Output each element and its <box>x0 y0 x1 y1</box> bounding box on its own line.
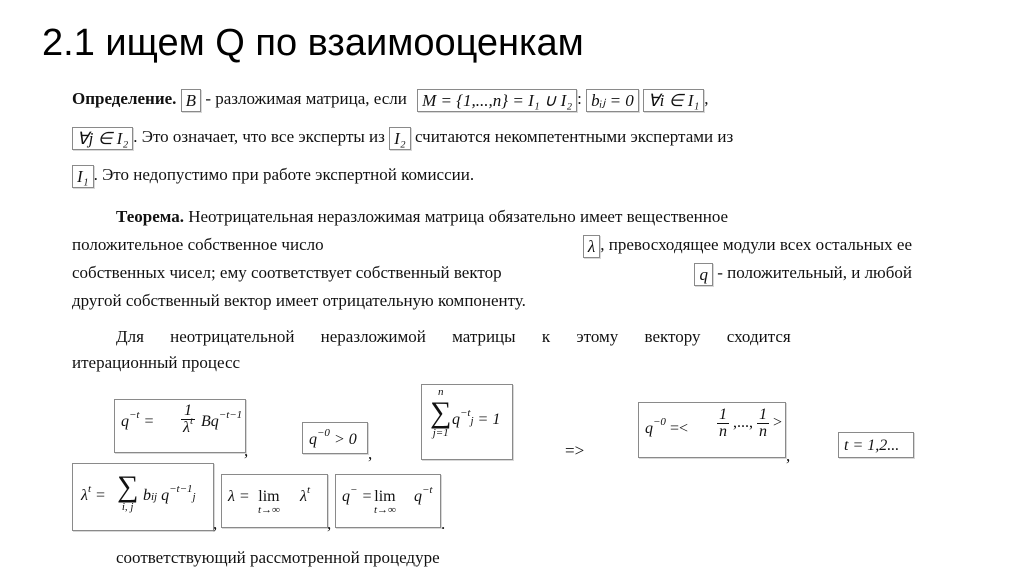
theorem-text-4: другой собственный вектор имеет отрицательную компоненту. <box>72 291 526 310</box>
f6-q-sup: −t−1 <box>169 483 193 495</box>
comma-1: , <box>244 441 249 460</box>
t-range-formula <box>838 432 914 458</box>
f6-sum-sub: i, j <box>121 501 134 513</box>
f3-sup: −t <box>460 407 471 419</box>
definition-line-3 <box>72 164 474 188</box>
comma-2: , <box>368 444 373 463</box>
f4-q: q <box>645 420 653 437</box>
f7-lhs: λ = <box>228 488 250 505</box>
theorem-text-3b: - положительный, и любой <box>717 263 912 282</box>
f3-top: n <box>437 386 444 398</box>
f8-lhs-sup: − <box>350 484 358 496</box>
f6-eq: = <box>95 487 106 504</box>
f4-sup: −0 <box>653 416 666 428</box>
normalization-formula <box>421 384 513 460</box>
implies-arrow: => <box>565 441 585 460</box>
definition-text-1: - разложимая матрица, если <box>205 89 407 108</box>
set-i2-formula: I₂ <box>389 127 411 150</box>
f3-bottom: j=1 <box>432 427 449 439</box>
f1-lhs: q <box>121 413 129 430</box>
f8-lim: lim <box>374 488 396 505</box>
period: . <box>441 514 446 533</box>
f4-num-2: 1 <box>759 406 767 423</box>
theorem-label: Теорема. <box>116 207 184 226</box>
f6-b-sub: ij <box>151 491 158 503</box>
f1-lhs-sup: −t <box>129 409 140 421</box>
f7-rhs-sup: t <box>306 484 310 496</box>
f4-fraction-2 <box>757 407 769 440</box>
iteration-text-2: итерационный процесс <box>72 353 241 372</box>
f6-lambda-sup: t <box>87 483 91 495</box>
f4-den-1: n <box>719 423 727 440</box>
lambda-limit-formula <box>221 474 328 528</box>
definition-line-1 <box>72 88 709 112</box>
f4-mid: ,..., <box>733 414 753 432</box>
theorem-text-2a: положительное собственное число <box>72 235 324 254</box>
f8-under: t→∞ <box>374 504 396 516</box>
lambda-formula: λ <box>583 235 600 258</box>
b-zero-formula: bᵢⱼ = 0 <box>586 89 639 112</box>
f4-fraction-1 <box>717 407 729 440</box>
f7-rhs: λ <box>300 488 307 505</box>
f2-q: q <box>309 431 317 448</box>
theorem-line-3 <box>72 262 912 286</box>
definition-label: Определение. <box>72 89 177 108</box>
initial-q-formula <box>638 402 786 458</box>
f6-q: q <box>161 487 170 504</box>
set-condition-formula: M = {1,...,n} = I₁ ∪ I₂ <box>417 89 577 112</box>
slide-title: 2.1 ищем Q по взаимооценкам <box>42 22 584 64</box>
f7-under: t→∞ <box>258 504 280 516</box>
iteration-line-2 <box>72 352 240 374</box>
f8-rhs: q <box>414 488 422 505</box>
f7-lim: lim <box>258 488 280 505</box>
definition-line-2 <box>72 126 733 150</box>
forall-j-formula: ∀j ∈ I₂ <box>72 127 133 150</box>
definition-text-2: . Это означает, что все эксперты из <box>133 127 385 146</box>
f2-rest: > 0 <box>333 431 357 448</box>
theorem-line-4 <box>72 290 526 312</box>
f6-sum: ∑ <box>117 470 139 503</box>
set-i1-formula: I₁ <box>72 165 94 188</box>
f3-rest: = 1 <box>477 411 501 428</box>
f4-eq: =< <box>669 420 688 437</box>
f1-fraction <box>181 403 195 436</box>
theorem-text-3a: собственных чисел; ему соответствует собственный вектор <box>72 263 502 282</box>
definition-text-4: . Это недопустимо при работе экспертной комиссии. <box>93 165 475 184</box>
definition-comma: , <box>704 89 709 108</box>
theorem-line-1 <box>72 206 912 228</box>
f8-eq: = <box>361 488 373 505</box>
q0-positive-formula <box>302 422 368 454</box>
f1-rhs-sup: −t−1 <box>218 409 243 421</box>
f6-b: b <box>143 487 151 504</box>
theorem-line-2 <box>72 234 912 258</box>
f6-q-sub: j <box>192 491 196 503</box>
lambda-t-formula <box>72 463 214 531</box>
f3-q: q <box>452 411 460 428</box>
iteration-text-1: Для неотрицательной неразложимой матрицы к этому вектору сходится <box>116 327 791 346</box>
q-vector-formula: q <box>694 263 713 286</box>
forall-i-formula: ∀i ∈ I₁ <box>643 89 704 112</box>
theorem-text-2b: , превосходящее модули всех остальных ее <box>600 235 912 254</box>
theorem-text-1: Неотрицательная неразложимая матрица обязательно имеет вещественное <box>188 207 729 226</box>
f1-den-sup: t <box>189 415 193 427</box>
comma-4: , <box>213 514 218 533</box>
f4-end: > <box>773 414 783 432</box>
comma-5: , <box>327 514 332 533</box>
f2-sup: −0 <box>317 427 330 439</box>
footer-text: соответствующий рассмотренной процедуре <box>116 548 440 567</box>
q-limit-formula <box>335 474 441 528</box>
f5-text: t = 1,2... <box>844 437 900 454</box>
matrix-b-formula: B <box>181 89 201 112</box>
definition-colon: : <box>577 89 582 108</box>
f4-den-2: n <box>759 423 767 440</box>
f8-rhs-sup: −t <box>422 484 433 496</box>
iteration-formula <box>114 399 246 453</box>
f3-sub: j <box>470 415 474 427</box>
f1-rhs: Bq <box>201 413 219 430</box>
comma-3: , <box>786 446 791 465</box>
f1-eq: = <box>143 413 155 430</box>
f3-sum: ∑ <box>430 396 452 429</box>
iteration-line-1 <box>72 326 912 348</box>
f8-lhs: q <box>342 488 350 505</box>
f4-num-1: 1 <box>719 406 727 423</box>
f1-num: 1 <box>181 403 195 420</box>
definition-text-3: считаются некомпетентными экспертами из <box>414 127 734 146</box>
f1-den: λ <box>183 419 190 436</box>
f6-lambda: λ <box>81 487 88 504</box>
